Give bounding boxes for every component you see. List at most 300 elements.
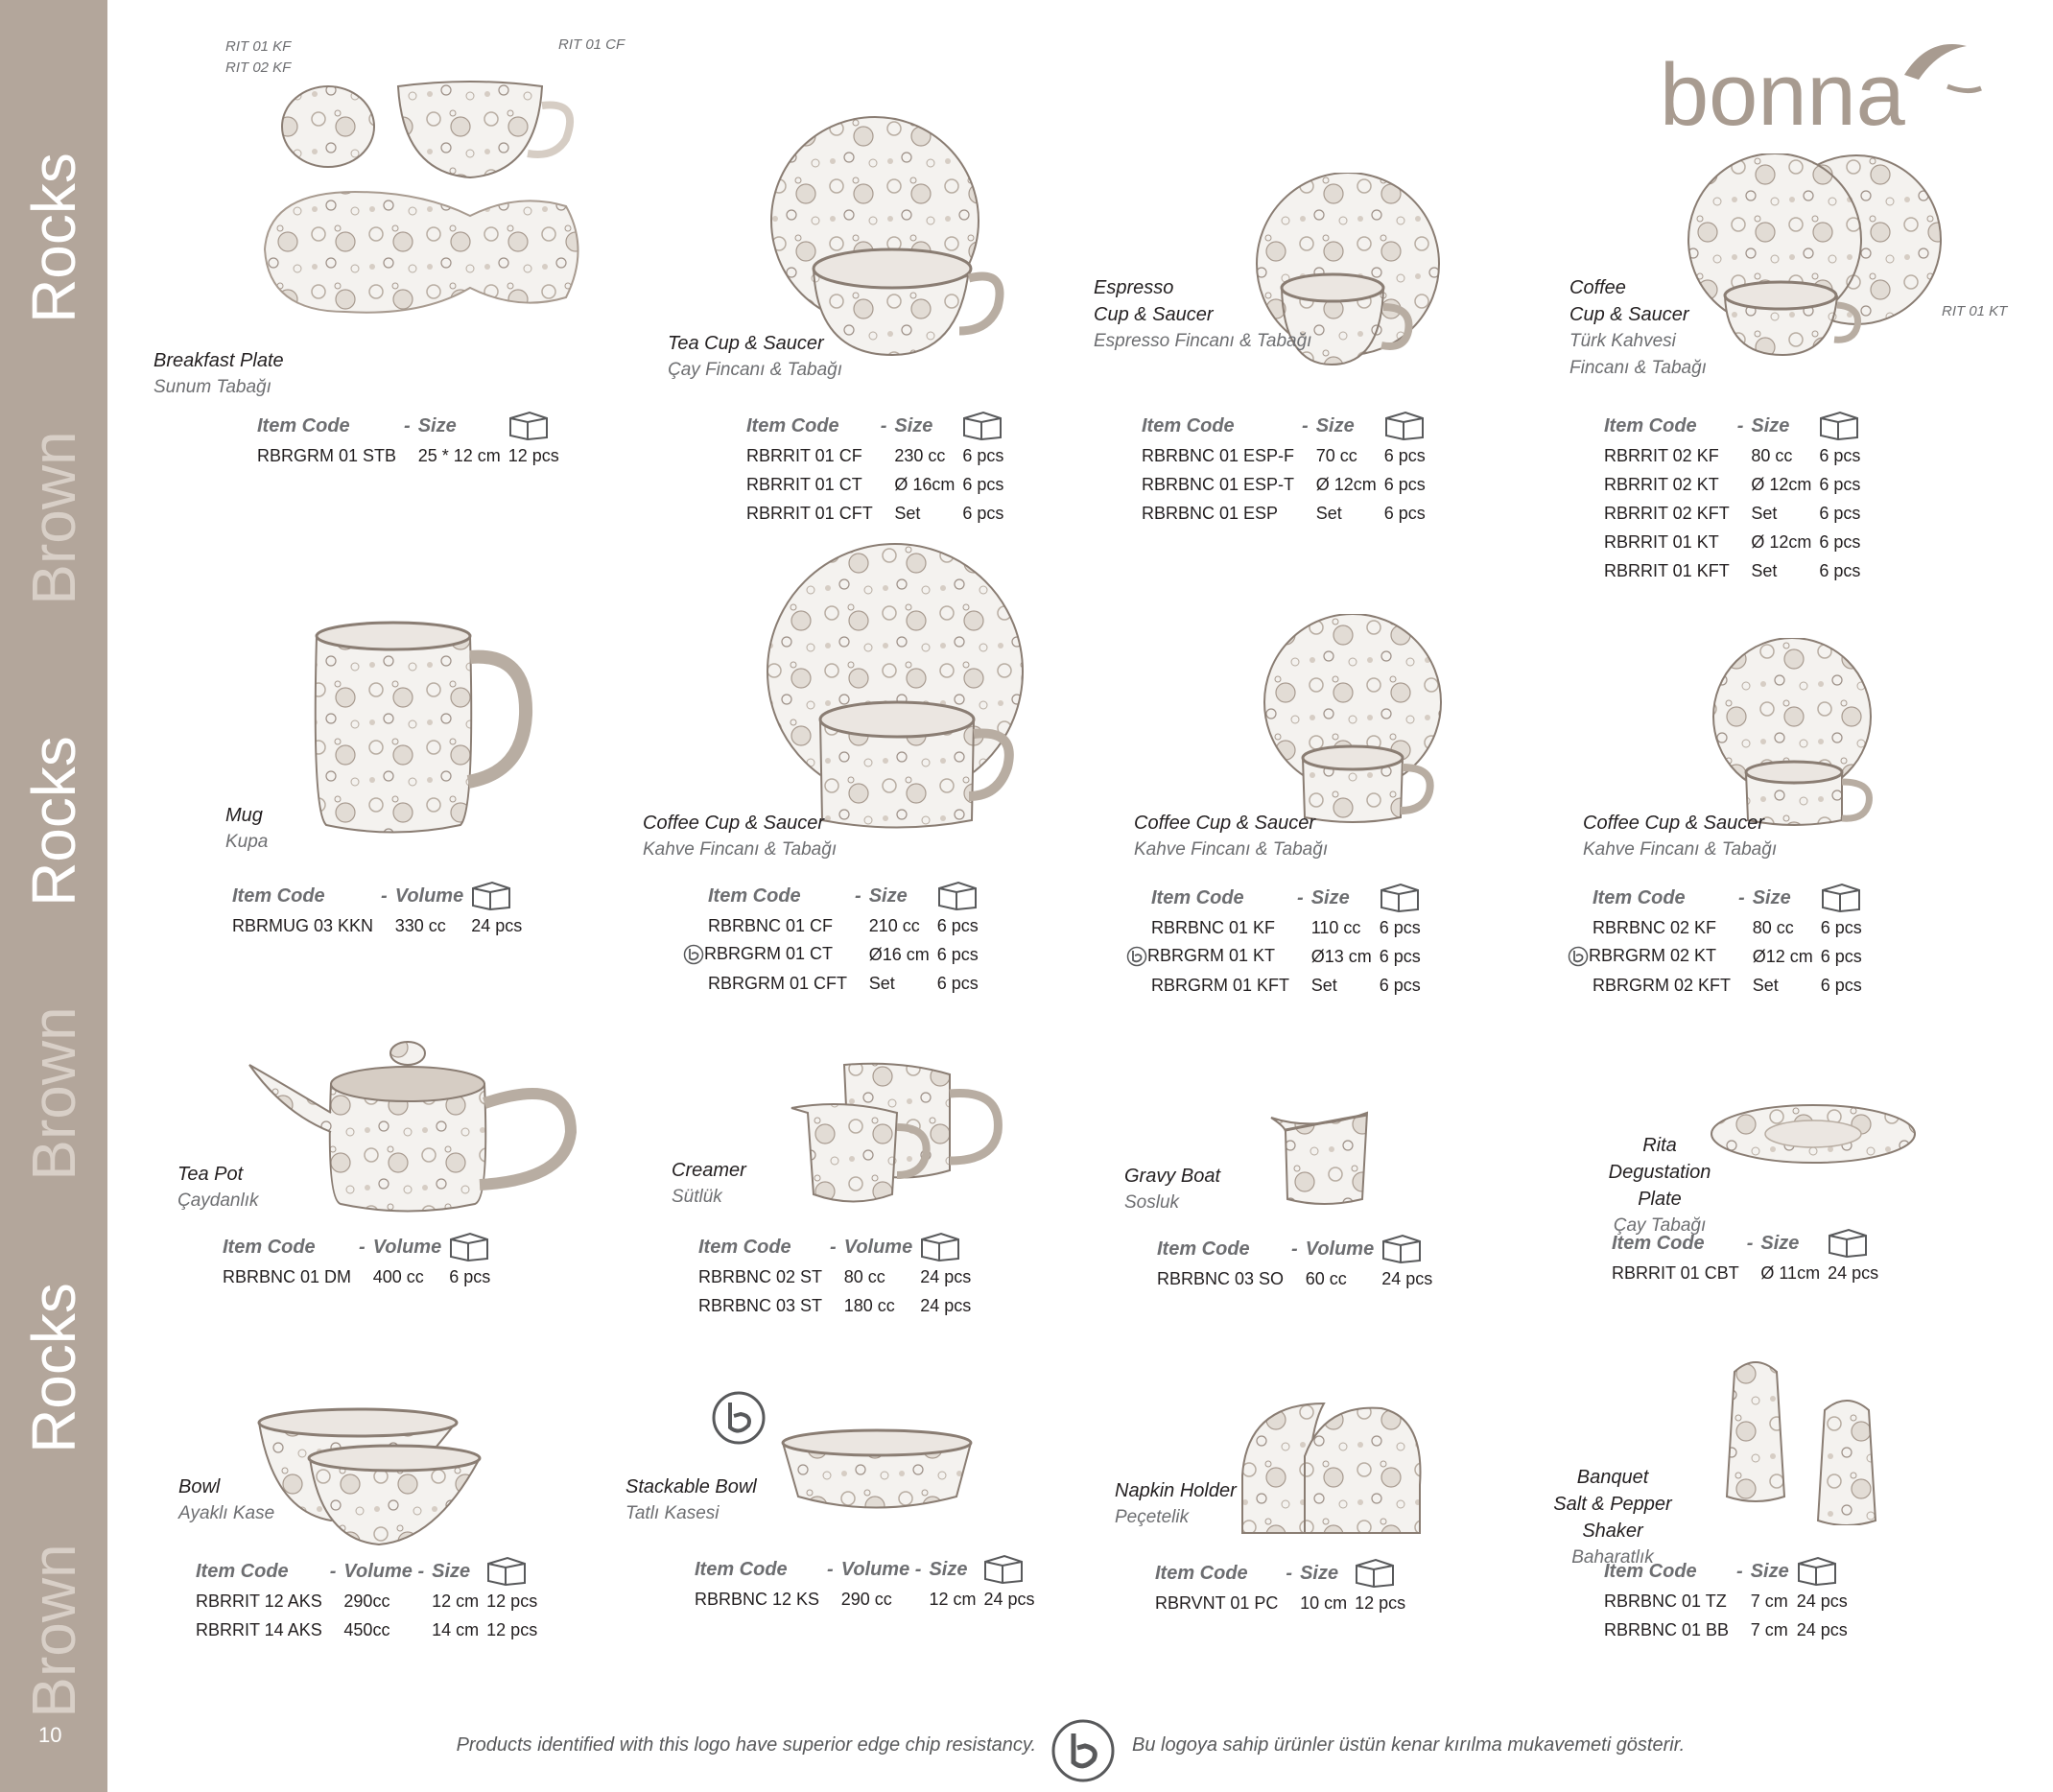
- table-cell: Ø13 cm: [1310, 946, 1372, 966]
- table-header-row: [698, 1232, 979, 1262]
- table-cell: 6 pcs: [936, 973, 979, 993]
- table-cell: 330 cc: [394, 915, 446, 935]
- coffee-cup-large-image: [763, 542, 1031, 839]
- table-cell: [1828, 1228, 1886, 1259]
- package-box-icon: [1819, 411, 1859, 441]
- product-mug: [225, 802, 268, 856]
- table-cell: 6 pcs: [1819, 560, 1861, 580]
- product-name-tr: Kahve Fincanı & Tabağı: [1583, 839, 1778, 860]
- product-gravy-boat: [1124, 1163, 1220, 1216]
- product-name-tr: Kupa: [225, 832, 269, 852]
- product-name: Bowl: [178, 1476, 221, 1497]
- package-box-icon: [508, 411, 549, 441]
- product-name-tr: Sosluk: [1124, 1192, 1180, 1213]
- table-cell: 6 pcs: [1383, 445, 1426, 465]
- table-cell: RBRBNC 01 ESP: [1142, 503, 1279, 523]
- table-cell: [1737, 528, 1752, 556]
- table-cell: Item Code: [698, 1236, 791, 1258]
- product-name-tr: Çay Tabağı: [1613, 1215, 1707, 1236]
- table-cell: [471, 881, 530, 911]
- product-name: Cup & Saucer: [1094, 304, 1214, 325]
- table-cell: Item Code: [1151, 886, 1244, 908]
- table-cell: Ø16 cm: [868, 944, 930, 964]
- product-name: Cup & Saucer: [1569, 304, 1689, 325]
- product-name-tr: Türk Kahvesi: [1569, 331, 1676, 351]
- teapot-image: [245, 1026, 590, 1218]
- table-header-row: [1157, 1234, 1440, 1264]
- table-cell: Size: [432, 1560, 471, 1582]
- package-box-icon: [1828, 1228, 1868, 1259]
- table-cell: 6 pcs: [449, 1266, 491, 1286]
- table-row: [1593, 942, 1870, 971]
- product-name: Tea Pot: [177, 1164, 244, 1185]
- table-cell: RBRBNC 01 ESP-F: [1142, 445, 1295, 465]
- table-cell: [1302, 441, 1316, 470]
- chip-resistance-icon: [1568, 946, 1589, 967]
- spec-table: [698, 1232, 979, 1320]
- table-cell: RBRGRM 01 KT: [1151, 942, 1297, 971]
- leaf-icon: [1904, 44, 1967, 80]
- package-box-icon: [1821, 883, 1861, 913]
- table-row: [1593, 971, 1870, 1000]
- table-cell: 6 pcs: [1819, 531, 1861, 552]
- table-cell: 6 pcs: [1819, 445, 1861, 465]
- table-row: [1604, 1615, 1855, 1644]
- table-cell: [1737, 556, 1752, 585]
- product-name: Coffee Cup & Saucer: [1583, 813, 1764, 834]
- table-cell: 24 pcs: [1796, 1591, 1848, 1611]
- table-row: [698, 1291, 979, 1320]
- table-cell: -: [1291, 1238, 1298, 1260]
- table-row: [1604, 1587, 1855, 1615]
- table-cell: Item Code: [1593, 886, 1686, 908]
- table-cell: RBRBNC 12 KS: [695, 1589, 820, 1609]
- product-name: Banquet: [1576, 1467, 1649, 1488]
- table-cell: RBRBNC 03 SO: [1157, 1268, 1285, 1288]
- table-cell: Size: [1750, 1560, 1789, 1582]
- product-turkish-coffee: [1569, 274, 1707, 382]
- creamer-image: [787, 1055, 1017, 1209]
- table-header-row: [1604, 1556, 1855, 1587]
- table-cell: Item Code: [746, 414, 839, 436]
- table-cell: Size: [868, 884, 908, 907]
- spec-table: [257, 411, 567, 470]
- table-cell: [330, 1587, 344, 1615]
- table-cell: Ø 12cm: [1751, 531, 1812, 552]
- gravy-boat-image: [1266, 1103, 1381, 1209]
- spec-table: [1604, 411, 1868, 585]
- product-name: Salt & Pepper Shaker: [1553, 1494, 1672, 1542]
- table-header-row: [1142, 411, 1433, 441]
- salt-pepper-shaker-image: [1708, 1353, 1919, 1525]
- table-cell: 70 cc: [1315, 445, 1357, 465]
- table-cell: Size: [1310, 886, 1350, 908]
- package-box-icon: [486, 1556, 527, 1587]
- product-name-tr: Kahve Fincanı & Tabağı: [643, 839, 838, 860]
- brand-wordmark: bonna: [1660, 46, 1905, 142]
- table-cell: 6 pcs: [936, 915, 979, 935]
- package-box-icon: [449, 1232, 489, 1262]
- table-cell: Set: [894, 503, 921, 523]
- table-cell: RBRBNC 01 BB: [1604, 1619, 1730, 1639]
- table-header-row: [232, 881, 530, 911]
- table-cell: 12 pcs: [1355, 1592, 1406, 1613]
- table-cell: Volume -: [840, 1558, 922, 1580]
- table-cell: [330, 1615, 344, 1644]
- sidebar-word: Brown: [19, 1544, 88, 1718]
- table-cell: [1291, 1264, 1306, 1293]
- table-cell: [1737, 499, 1752, 528]
- table-cell: Volume -: [343, 1560, 425, 1582]
- table-cell: 24 pcs: [920, 1266, 972, 1286]
- table-cell: RBRGRM 01 CFT: [708, 973, 848, 993]
- table-cell: [1297, 913, 1311, 942]
- table-cell: 110 cc: [1310, 917, 1361, 937]
- spec-table: [1142, 411, 1433, 528]
- table-cell: Item Code: [1612, 1232, 1705, 1254]
- table-cell: -: [880, 414, 887, 436]
- product-name: Coffee Cup & Saucer: [1134, 813, 1315, 834]
- table-cell: RBRRIT 12 AKS: [196, 1591, 322, 1611]
- table-cell: [881, 499, 895, 528]
- table-row: [708, 911, 986, 940]
- table-cell: 400 cc: [372, 1266, 424, 1286]
- product-creamer: [672, 1157, 746, 1211]
- table-cell: 230 cc: [894, 445, 946, 465]
- table-cell: RBRRIT 01 KFT: [1604, 560, 1730, 580]
- table-cell: -: [381, 884, 388, 907]
- table-cell: RBRGRM 01 CT: [708, 940, 855, 969]
- table-cell: -: [329, 1560, 337, 1582]
- product-tea-cup: [668, 330, 842, 384]
- coffee-cup-medium-image: [1247, 614, 1458, 825]
- table-row: [1612, 1259, 1886, 1287]
- table-cell: [1355, 1558, 1413, 1589]
- table-cell: 6 pcs: [1819, 474, 1861, 494]
- table-cell: Item Code: [196, 1560, 289, 1582]
- table-cell: [881, 470, 895, 499]
- breakfast-plate-image: [249, 48, 585, 384]
- table-cell: 12 cm: [929, 1589, 977, 1609]
- table-cell: Ø 11cm: [1760, 1262, 1821, 1283]
- table-cell: RBRGRM 01 KFT: [1151, 975, 1290, 995]
- table-cell: 24 pcs: [471, 915, 523, 935]
- page-number: 10: [38, 1723, 62, 1747]
- table-cell: Ø 16cm: [894, 474, 956, 494]
- table-cell: 12 cm: [432, 1591, 480, 1611]
- product-rita-plate: [1593, 1132, 1727, 1239]
- table-cell: 210 cc: [868, 915, 920, 935]
- package-box-icon: [962, 411, 1003, 441]
- table-cell: [1797, 1556, 1855, 1587]
- product-name-tr: Kahve Fincanı & Tabağı: [1134, 839, 1329, 860]
- table-cell: -: [1297, 886, 1304, 908]
- table-header-row: [1612, 1228, 1886, 1259]
- table-header-row: [1593, 883, 1870, 913]
- table-row: [1604, 499, 1868, 528]
- package-box-icon: [1384, 411, 1425, 441]
- table-cell: RBRRIT 01 KT: [1604, 531, 1719, 552]
- table-row: [695, 1585, 1043, 1614]
- table-header-row: [223, 1232, 498, 1262]
- table-row: [196, 1587, 545, 1615]
- product-name-tr: Baharatlık: [1571, 1547, 1654, 1568]
- table-cell: Item Code: [232, 884, 325, 907]
- table-cell: 80 cc: [1752, 917, 1794, 937]
- product-napkin-holder: [1115, 1477, 1237, 1531]
- stackable-bowl-image: [779, 1427, 980, 1523]
- table-cell: [1380, 883, 1428, 913]
- table-cell: [830, 1262, 844, 1291]
- table-cell: [1302, 499, 1316, 528]
- table-row: [1155, 1589, 1413, 1617]
- product-name: Stackable Bowl: [625, 1476, 757, 1497]
- product-name: Breakfast Plate: [153, 350, 284, 371]
- table-header-row: [1155, 1558, 1413, 1589]
- table-cell: 24 pcs: [983, 1589, 1035, 1609]
- spec-table: [1589, 883, 1870, 1000]
- package-box-icon: [1355, 1558, 1395, 1589]
- product-name-tr: Çay Fincanı & Tabağı: [668, 360, 843, 380]
- table-cell: RBRGRM 02 KFT: [1593, 975, 1732, 995]
- sidebar-word: Brown: [19, 1006, 88, 1181]
- table-cell: Size: [1752, 886, 1791, 908]
- napkin-holder-image: [1238, 1399, 1429, 1543]
- table-cell: [404, 441, 418, 470]
- mug-image: [307, 619, 537, 839]
- spec-table: [1604, 1556, 1855, 1644]
- product-name: Napkin Holder: [1115, 1480, 1237, 1501]
- table-row: [1157, 1264, 1440, 1293]
- table-cell: Item Code: [695, 1558, 788, 1580]
- table-cell: [1297, 971, 1311, 1000]
- table-cell: RBRGRM 01 STB: [257, 445, 397, 465]
- product-name: Creamer: [672, 1160, 746, 1181]
- table-cell: Item Code: [1155, 1562, 1248, 1584]
- product-name-tr: Sunum Tabağı: [153, 377, 271, 397]
- product-name: Gravy Boat: [1124, 1166, 1221, 1187]
- table-cell: 24 pcs: [1381, 1268, 1433, 1288]
- table-cell: Item Code: [1142, 414, 1235, 436]
- chip-resistance-icon: [1126, 946, 1147, 967]
- table-cell: [920, 1232, 979, 1262]
- product-name: Tea Cup & Saucer: [668, 333, 824, 354]
- package-box-icon: [937, 881, 978, 911]
- table-cell: -: [1736, 414, 1744, 436]
- table-cell: 6 pcs: [1379, 975, 1421, 995]
- table-cell: RBRBNC 01 ESP-T: [1142, 474, 1295, 494]
- product-name: Espresso: [1094, 277, 1174, 298]
- table-cell: 6 pcs: [962, 445, 1004, 465]
- table-cell: Size: [894, 414, 933, 436]
- table-header-row: [196, 1556, 545, 1587]
- table-header-row: [746, 411, 1011, 441]
- product-stackable-bowl: [625, 1474, 757, 1527]
- product-coffee-cup-3: [1583, 810, 1777, 863]
- table-cell: [1821, 883, 1870, 913]
- table-cell: Item Code: [1604, 414, 1697, 436]
- table-header-row: [1151, 883, 1428, 913]
- product-name-tr: Sütlük: [672, 1187, 722, 1207]
- table-row: [1142, 499, 1433, 528]
- spec-table: [746, 411, 1011, 528]
- table-cell: RBRRIT 01 CT: [746, 474, 862, 494]
- table-cell: 6 pcs: [962, 503, 1004, 523]
- table-row: [1151, 942, 1428, 971]
- table-cell: 25 * 12 cm: [417, 445, 501, 465]
- product-name-tr: Ayaklı Kase: [178, 1503, 275, 1523]
- table-cell: Item Code: [708, 884, 801, 907]
- spec-table: [695, 1554, 1043, 1614]
- table-cell: 6 pcs: [962, 474, 1004, 494]
- table-cell: -: [1736, 1560, 1743, 1582]
- table-cell: [1738, 971, 1753, 1000]
- table-cell: RBRBNC 03 ST: [698, 1295, 823, 1315]
- table-cell: 6 pcs: [1379, 917, 1421, 937]
- table-header-row: [695, 1554, 1043, 1585]
- product-name: Rita: [1642, 1135, 1677, 1156]
- table-row: [746, 499, 1011, 528]
- table-cell: [937, 881, 986, 911]
- table-cell: [827, 1585, 841, 1614]
- table-cell: RBRRIT 02 KT: [1604, 474, 1719, 494]
- table-row: [1593, 913, 1870, 942]
- table-cell: 290cc: [343, 1591, 390, 1611]
- table-cell: Volume: [372, 1236, 442, 1258]
- table-cell: [1384, 411, 1433, 441]
- product-name-tr: Çaydanlık: [177, 1191, 259, 1211]
- table-cell: RBRRIT 14 AKS: [196, 1619, 322, 1639]
- table-cell: [359, 1262, 373, 1291]
- table-cell: 80 cc: [843, 1266, 885, 1286]
- table-cell: RBRMUG 03 KKN: [232, 915, 374, 935]
- table-row: [232, 911, 530, 940]
- spec-table: [232, 881, 530, 940]
- product-espresso: [1094, 274, 1311, 355]
- table-cell: Ø 12cm: [1315, 474, 1377, 494]
- table-row: [223, 1262, 498, 1291]
- table-cell: Size: [1315, 414, 1355, 436]
- table-cell: -: [1302, 414, 1309, 436]
- table-cell: 12 pcs: [486, 1619, 538, 1639]
- table-cell: -: [1746, 1232, 1754, 1254]
- table-row: [698, 1262, 979, 1291]
- table-cell: [881, 441, 895, 470]
- table-row: [1142, 441, 1433, 470]
- table-cell: Size: [929, 1558, 968, 1580]
- table-cell: 60 cc: [1305, 1268, 1347, 1288]
- product-name: Degustation Plate: [1608, 1162, 1711, 1210]
- table-cell: [1736, 1587, 1751, 1615]
- col-header: Size: [417, 414, 457, 436]
- sidebar-word: Rocks: [19, 1283, 88, 1453]
- table-cell: [855, 940, 869, 969]
- chip-resistance-icon: [683, 944, 704, 965]
- table-cell: [1286, 1589, 1300, 1617]
- table-cell: 7 cm: [1750, 1591, 1788, 1611]
- table-cell: RBRRIT 01 CBT: [1612, 1262, 1739, 1283]
- bonna-logo: [1660, 27, 1986, 142]
- table-row: [708, 969, 986, 998]
- table-cell: RBRVNT 01 PC: [1155, 1592, 1279, 1613]
- product-name: Coffee: [1569, 277, 1626, 298]
- spec-table: [196, 1556, 545, 1644]
- table-header-row: [708, 881, 986, 911]
- table-cell: -: [830, 1236, 837, 1258]
- table-row: [708, 940, 986, 969]
- table-row: [1142, 470, 1433, 499]
- table-cell: 6 pcs: [1383, 503, 1426, 523]
- turkish-coffee-image: [1669, 153, 1957, 365]
- table-cell: Item Code: [1157, 1238, 1250, 1260]
- table-cell: 10 cm: [1300, 1592, 1348, 1613]
- table-cell: RBRRIT 02 KFT: [1604, 503, 1730, 523]
- table-cell: 24 pcs: [1828, 1262, 1879, 1283]
- table-cell: Set: [1310, 975, 1337, 995]
- table-cell: [855, 969, 869, 998]
- footer-note-en: Products identified with this logo have superior edge chip resistancy.: [456, 1734, 1036, 1756]
- table-cell: 24 pcs: [1796, 1619, 1848, 1639]
- product-coffee-cup-2: [1134, 810, 1328, 863]
- table-cell: [508, 411, 567, 441]
- spec-table: [704, 881, 986, 998]
- product-code-label: RIT 02 KF: [225, 59, 292, 76]
- product-bowl: [178, 1474, 274, 1527]
- table-cell: Volume: [394, 884, 464, 907]
- table-cell: 24 pcs: [920, 1295, 972, 1315]
- spec-table: [1147, 883, 1428, 1000]
- table-cell: [1302, 470, 1316, 499]
- table-cell: [486, 1556, 545, 1587]
- table-row: [1604, 441, 1868, 470]
- product-name: Mug: [225, 805, 263, 826]
- table-cell: 80 cc: [1751, 445, 1793, 465]
- rita-plate-image: [1708, 1103, 1919, 1170]
- table-cell: [1819, 411, 1868, 441]
- product-name-tr: Peçetelik: [1115, 1507, 1190, 1527]
- footer-note-tr: Bu logoya sahip ürünler üstün kenar kırılma mukavemeti gösterir.: [1132, 1734, 1686, 1756]
- product-teapot: [177, 1161, 259, 1214]
- table-cell: [855, 911, 869, 940]
- table-cell: Item Code: [1604, 1560, 1697, 1582]
- table-cell: 6 pcs: [1379, 946, 1421, 966]
- table-cell: Volume: [1305, 1238, 1375, 1260]
- product-coffee-cup-1: [643, 810, 837, 863]
- table-cell: 7 cm: [1750, 1619, 1788, 1639]
- table-cell: Item Code: [223, 1236, 316, 1258]
- table-cell: 450cc: [343, 1619, 390, 1639]
- sidebar: [0, 0, 107, 1792]
- table-cell: [1297, 942, 1311, 971]
- table-cell: [449, 1232, 498, 1262]
- table-cell: 12 pcs: [486, 1591, 538, 1611]
- table-row: [1151, 913, 1428, 942]
- table-cell: [1747, 1259, 1761, 1287]
- chip-resistance-icon: [1050, 1717, 1117, 1784]
- product-code-label: RIT 01 KF: [225, 38, 292, 55]
- chip-resistance-icon: [710, 1389, 767, 1447]
- table-cell: RBRBNC 02 KF: [1593, 917, 1717, 937]
- table-row: [257, 441, 567, 470]
- table-cell: [962, 411, 1011, 441]
- table-cell: RBRBNC 02 ST: [698, 1266, 823, 1286]
- table-cell: Set: [1315, 503, 1342, 523]
- table-cell: Set: [1751, 560, 1778, 580]
- table-cell: RBRRIT 01 CF: [746, 445, 862, 465]
- table-cell: Size: [1760, 1232, 1800, 1254]
- table-cell: [1381, 1234, 1440, 1264]
- table-cell: Ø 12cm: [1751, 474, 1812, 494]
